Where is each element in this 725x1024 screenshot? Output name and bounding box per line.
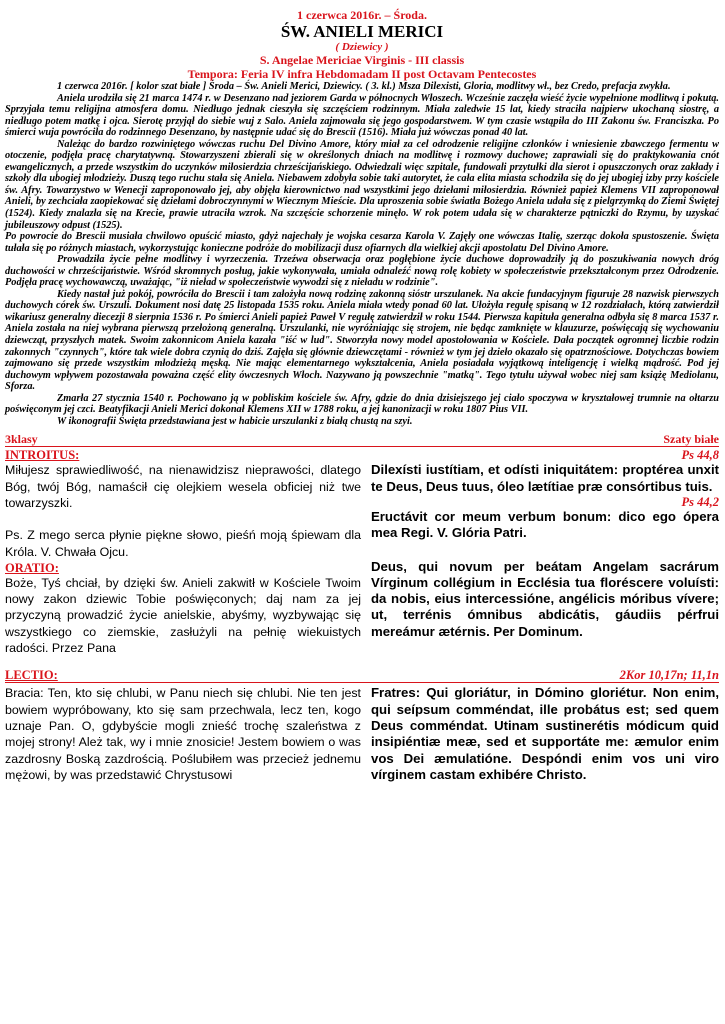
introitus-psalm-ref: Ps 44,2 [681,495,719,509]
life-paragraph: W ikonografii Święta przedstawiana jest w habicie urszulanki z białą chustą na szyi. [57,415,413,427]
lectio-header [5,668,719,683]
life-paragraph: Zmarła 27 stycznia 1540 r. Pochowano ją w pobliskim kościele św. Afry, gdzie do dnia dzisiejszego jej ciało spoczywa w kryształowej trumnie na ołtarzu poświęconym jej czci. Beatyfikacji Anieli Merici dokonał Klemens XII w 1788 roku, a jej kanonizacji w roku 1807 Pius VII. [5,392,719,416]
life-paragraph: Należąc do bardzo rozwiniętego wówczas ruchu Del Divino Amore, który miał za cel odrodzenie religijne członków i wniesienie zbawczego fermentu w otoczenie, podjęła pracę charytatywną. Stowarzyszeni zbierali się w określonych dniach na modlitwę i rozmowy duchowe; zaprawiali się do praktykowania cnót ewangelicznych, a przede wszystkim do uczynków miłosierdzia chrześcijańskiego. Odwiedzali więc szpitale, fundowali przytułki dla sierot i opuszczonych oraz zakłady i szkoły dla ubogiej młodzieży. Duszą tego ruchu stała się Aniela. Niebawem zdobyła sobie taki autorytet, że cała elita miasta schodziła się do jej ubogiej izby przy kościele św. Afry. Towarzystwo w Wenecji zaproponowało jej, aby objęła kierownictwo nad wszystkimi jego dziełami miłosierdzia. Również papież Klemens VII zaproponował Anieli, by zechciała zaopiekować się dziełami dobroczynnymi w Wiecznym Mieście. Dla uproszenia sobie światła Bożego Aniela udała się z pielgrzymką do Ziemi Świętej (1524). Kiedy znalazła się na Krecie, prawie utraciła wzrok. Na szczęście schorzenie minęło. W rok potem udała się w charakterze pątniczki do Rzymu, by uzyskać jubileuszowy odpust (1525). [5,138,719,231]
introitus-ref: Ps 44,8 [681,448,719,463]
latin-column [371,462,719,656]
introitus-columns [5,462,719,656]
life-paragraph: 1 czerwca 2016r. [ kolor szat białe ] Środa – Św. Anieli Merici, Dziewicy. ( 3. kl.) Msza Dilexisti, Gloria, modlitwy wł., bez Credo, prefacja zwykła. [57,81,671,92]
vestment-color-label: Szaty białe [663,432,719,447]
lectio-label: LECTIO: [5,668,58,683]
life-paragraph: Po powrocie do Brescii musiała chwilowo opuścić miasto, gdyż najechały je wojska cesarza Karola V. Zajęły one wówczas Italię, szerząc dokoła spustoszenie. Święta tułała się po różnych miastach, wykorzystując konieczne podróże do mobilizacji dusz ofiarnych dla wielkiej akcji apostolatu Del Divino Amore. [5,231,719,254]
introitus-polish: Miłujesz sprawiedliwość, na nienawidzisz nieprawości, dlatego Bóg, twój Bóg, namaścił cię olejkiem wesela obficiej niż twe towarzyszki. [5,463,361,510]
lectio-ref: 2Kor 10,17n; 11,1n [619,668,719,683]
polish-column [5,462,361,656]
oratio-latin: Deus, qui novum per beátam Angelam sacrárum Vírginum collégium in Ecclésia tua floréscere voluísti: da nobis, eius intercessióne, angélicis móribus vívere; ut, terrénis ómnibus abdicátis, gáudiis pérfrui mereámur ætérnis. Per Dominum. [371,558,719,639]
saint-title: ŚW. ANIELI MERICI [280,22,444,41]
lectio-polish: Bracia: Ten, kto się chlubi, w Panu niech się chlubi. Nie ten jest bowiem wypróbowany, kto się sam przechwala, lecz ten, kogo uznaje Pan. O, gdybyście mogli znieść trochę szaleństwa z mojej strony! Ależ tak, wy i mnie znosicie! Jestem bowiem o was zazdrosny Boską zazdrością. Poślubiłem was przecież jednemu mężowi, by was przedstawić Chrystusowi [5,686,361,782]
introitus-header [5,448,719,462]
life-paragraph: Prowadziła życie pełne modlitwy i wyrzeczenia. Trzeźwa obserwacja oraz pogłębione życie duchowe doprowadziły ją do poszukiwania nowych dróg duchowości w chrześcijaństwie. Wśród skromnych posług, jakie wykonywała, umiała odnaleźć nową rolę kobiety w społeczeństwie przekształconym przez Odrodzenie. Podjęła pracę wychowawczą, uważając, "iż nieład w społeczeństwie wywodzi się z nieładu w rodzinie". [5,254,719,289]
oratio-polish: Boże, Tyś chciał, by dzięki św. Anieli zakwitł w Kościele Twoim nowy zakon dziewic Tobie poświęconych; daj nam za jej przyczyną prowadzić życie anielskie, abyśmy, wyzbywając się wszystkiego co ziemskie, zasłużyli na pełnię wiekuistych radości. Przez Pana [5,575,361,656]
introitus-psalm-polish: Ps. Z mego serca płynie piękne słowo, pieśń moją śpiewam dla Króla. V. Chwała Ojcu. [5,528,361,559]
class-bar [5,432,719,447]
lectio-columns [5,685,719,783]
life-paragraph: Kiedy nastał już pokój, powróciła do Brescii i tam założyła nową rodzinę zakonną sióstr urszulanek. Na akcie fundacyjnym figuruje 28 nazwisk pierwszych duchowych córek św. Urszuli. Dokument nosi datę 25 listopada 1535 roku. Aniela miała wtedy ponad 60 lat. Ułożyła regułę spisaną w 12 rozdziałach, którą zatwierdził wikariusz generalny diecezji 8 sierpnia 1536 r. Po śmierci Anieli papież Paweł V regułę zatwierdził w roku 1544. Pierwsza kapituła generalna odbyła się 8 marca 1537 r. Aniela została na niej wybrana pierwszą przełożoną generalną. Urszulanki, nie wyróżniając się strojem, nie będąc zamknięte w klauzurze, poświęcają się wychowaniu dziewcząt, przyszłych matek. Swoim zakonnicom Aniela kazała "iść w lud". Stworzyła nowy model apostołowania w Kościele. Dała początek ogromnej liczbie rodzin zakonnych "czynnych", które tak wiele dobra czynią do dziś. Zajęła się głównie dziewczętami - również w tym jej dzieło okazało się opatrznościowe. Dotychczas bowiem zajmowano się przede wszystkim młodzieżą męską. Nie mając elementarnego wykształcenia, Aniela posiadała wyjątkową inteligencję i wielką mądrość. Pod jej duchowym wpływem pozostawała poważna część elity ówczesnych Włoch. Nazywano ją powszechnie "matką". Tego tytułu używał wobec niej sam książę Mediolanu, Sforza. [5,288,719,393]
saint-life-text [5,81,719,427]
tempora-line: Tempora: Feria IV infra Hebdomadam II post Octavam Pentecostes [187,67,537,81]
introitus-latin: Dilexísti iustítiam, et odísti iniquitátem: proptérea unxit te Deus, Deus tuus, óleo lætítiae præ consórtibus tuis. [371,462,719,494]
saint-rank: ( Dziewicy ) [335,41,389,53]
class-label: 3klasy [5,432,38,447]
introitus-psalm-latin: Eructávit cor meum verbum bonum: dico ego ópera mea Regi. V. Glória Patri. [371,509,719,541]
latin-feast-name: S. Angelae Mericiae Virginis - III classis [259,53,465,67]
oratio-label: ORATIO: [5,560,59,575]
introitus-label: INTROITUS: [5,448,80,463]
date-line: 1 czerwca 2016r. – Środa. [297,8,427,22]
life-paragraph: Aniela urodziła się 21 marca 1474 r. w Desenzano nad jeziorem Garda w północnych Włoszech. Wcześnie zaczęła wieść życie wypełnione modlitwą i pokutą. Sprzyjała temu religijna atmosfera domu. Niedługo jednak cieszyła się szczęściem rodzinnym. Miała zaledwie 15 lat, kiedy straciła najpierw ukochaną siostrę, a niedługo potem matkę i ojca. Sierotę przyjął do siebie wuj z Salo. Aniela zajmowała się jego gospodarstwem. W tym czasie wstąpiła do III Zakonu św. Franciszka. Po śmierci wuja powróciła do rodzinnego Desenzano, by następnie udać się do Brescii (1516). Miała już wówczas ponad 40 lat. [5,92,719,139]
lectio-latin: Fratres: Qui gloriátur, in Dómino gloriétur. Non enim, qui seípsum comméndat, ille probátus est; sed quem Deus comméndat. Utinam sustinerétis módicum quid insipiéntiæ meæ, sed et supportáte me: æmulor enim vos Dei æmulatióne. Despóndi enim vos uni viro vírginem castam exhibére Christo. [371,685,719,782]
missal-page [5,8,719,783]
